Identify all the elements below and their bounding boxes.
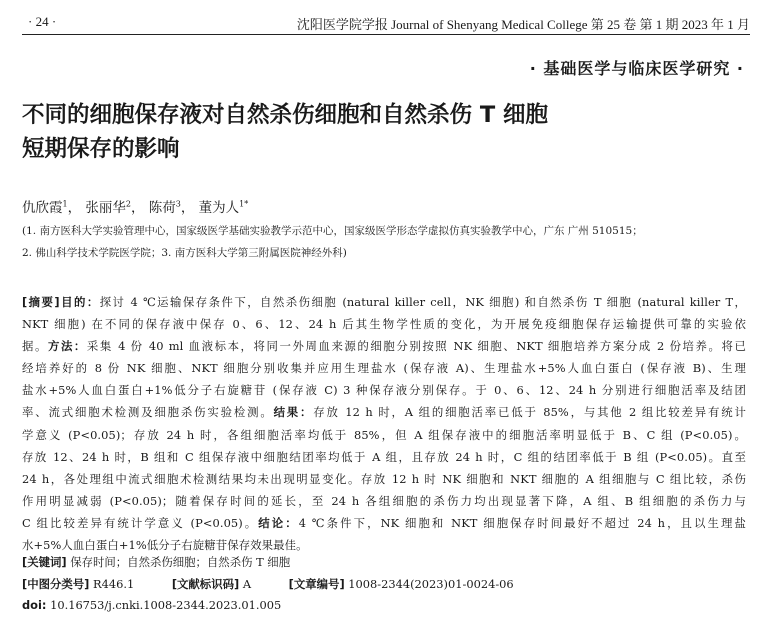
keywords-text: 保存时间；自然杀伤细胞；自然杀伤 T 细胞 bbox=[70, 555, 291, 569]
clc-value: R446.1 bbox=[93, 577, 135, 591]
page-number: · 24 · bbox=[28, 14, 57, 29]
keywords-label: [关键词] bbox=[22, 555, 67, 569]
keywords bbox=[22, 554, 290, 570]
abstract-heading: 结果： bbox=[273, 405, 314, 420]
abstract-line bbox=[22, 335, 746, 357]
title-line-2: 短期保存的影响 bbox=[22, 136, 180, 162]
doi-link[interactable]: 10.16753/j.cnki.1008-2344.2023.01.005 bbox=[50, 598, 282, 612]
abstract-line bbox=[22, 357, 746, 379]
abstract-line bbox=[22, 313, 746, 335]
abstract-text: 探讨 4 ℃运输保存条件下，自然杀伤细胞 (natural killer cell，NK 细胞) 和自然杀伤 T 细胞 (natural killer T， bbox=[99, 295, 746, 309]
abstract-line bbox=[22, 424, 746, 446]
abstract-text: 作用明显减弱 (P<0.05)；随着保存时间的延长，至 24 h 各组细胞的杀伤力均出现显著下降，A 组、B 组细胞的杀伤力与 bbox=[22, 493, 746, 508]
abstract-text: 率、流式细胞术检测及细胞杀伤实验检测。 bbox=[22, 405, 274, 420]
abstract-line bbox=[22, 379, 746, 401]
abstract-line bbox=[22, 512, 746, 534]
abstract-line bbox=[22, 446, 746, 468]
author-name: 仇欣霞 bbox=[22, 200, 63, 216]
abstract bbox=[22, 291, 746, 556]
article-title bbox=[22, 98, 722, 166]
doc-code-value: A bbox=[242, 577, 252, 591]
title-line-1: 不同的细胞保存液对自然杀伤细胞和自然杀伤 T 细胞 bbox=[22, 102, 549, 128]
abstract-heading: 结论： bbox=[258, 515, 299, 530]
abstract-text: 学意义 (P<0.05)；存放 24 h 时，各组细胞活率均低于 85%，但 A 组保存液中的细胞活率明显低于 B、C 组 (P<0.05)。 bbox=[22, 427, 746, 442]
author-affiliation-mark: 1 bbox=[62, 199, 68, 209]
affiliation-line: (1. 南方医科大学实验管理中心，国家级医学基础实验教学示范中心，国家级医学形态学虚拟仿真实验教学中心，广东 广州 510515； bbox=[22, 225, 643, 237]
article-number-label: [文章编号] bbox=[288, 577, 345, 591]
journal-running-title: 沈阳医学院学报 Journal of Shenyang Medical College 第 25 卷 第 1 期 2023 年 1 月 bbox=[296, 17, 750, 32]
section-tag: · 基础医学与临床医学研究 · bbox=[529, 59, 744, 78]
author-name: 董为人 bbox=[198, 200, 240, 216]
doi-label: doi: bbox=[22, 598, 47, 612]
abstract-line bbox=[22, 490, 746, 512]
running-header bbox=[22, 8, 750, 35]
doc-code-label: [文献标识码] bbox=[171, 577, 240, 591]
abstract-text: 4 ℃条件下，NK 细胞和 NKT 细胞保存时间最好不超过 24 h，且以生理盐 bbox=[298, 515, 746, 530]
abstract-text: 盐水+5%人血白蛋白+1%低分子右旋糖苷 (保存液 C) 3 种保存液分别保存。于 0、6、12、24 h 分别进行细胞活率及结团 bbox=[22, 383, 746, 398]
author-name: 张丽华 bbox=[85, 200, 126, 216]
abstract-text: 据。 bbox=[22, 339, 48, 354]
abstract-text: 水+5%人血白蛋白+1%低分子右旋糖苷保存效果最佳。 bbox=[22, 538, 308, 553]
affiliations bbox=[22, 220, 752, 264]
affiliation-line: 2. 佛山科学技术学院医学院；3. 南方医科大学第三附属医院神经外科) bbox=[22, 247, 347, 259]
abstract-heading: 目的： bbox=[59, 295, 100, 309]
abstract-text: 经培养好的 8 份 NK 细胞、NKT 细胞分别收集并应用生理盐水 (保存液 A)、生理盐水+5%人血白蛋白 (保存液 B)、生理 bbox=[22, 361, 746, 376]
author-list: 仇欣霞$^1$， 张丽华$^2$， 陈荷$^3$， 董为人$^{1*}$ bbox=[22, 199, 249, 216]
abstract-label: [摘要] bbox=[22, 295, 60, 309]
article-number-value: 1008-2344(2023)01-0024-06 bbox=[348, 577, 514, 591]
abstract-text: NKT 细胞) 在不同的保存液中保存 0、6、12、24 h 后其生物学性质的变化，为开展免疫细胞保存运输提供可靠的实验依 bbox=[22, 317, 746, 332]
abstract-text: 24 h，各处理组中流式细胞术检测结果均未出现明显变化。存放 12 h 时 NK 细胞和 NKT 细胞的 A 组细胞与 C 组比较，杀伤 bbox=[22, 471, 746, 486]
abstract-text: C 组比较差异有统计学意义 (P<0.05)。 bbox=[22, 515, 259, 530]
abstract-text: 存放 12、24 h 时，B 组和 C 组保存液中细胞结团率均低于 A 组，且存放 24 h 时，C 组的结团率低于 B 组 (P<0.05)。直至 bbox=[22, 449, 746, 464]
clc-label: [中图分类号] bbox=[22, 577, 90, 591]
author-name: 陈荷 bbox=[148, 200, 176, 216]
abstract-text: 采集 4 份 40 ml 血液标本，将同一外周血来源的细胞分别按照 NK 细胞、NKT 细胞培养方案分成 2 份培养。将已 bbox=[86, 339, 746, 354]
author-affiliation-mark: 3 bbox=[175, 199, 181, 209]
abstract-heading: 方法： bbox=[47, 339, 87, 354]
abstract-line bbox=[22, 468, 746, 490]
abstract-line bbox=[22, 401, 746, 423]
author-affiliation-mark: 2 bbox=[125, 199, 131, 209]
doi-line bbox=[22, 598, 281, 612]
author-affiliation-mark: 1* bbox=[239, 199, 249, 209]
abstract-text: 存放 12 h 时，A 组的细胞活率已低于 85%，与其他 2 组比较差异有统计 bbox=[313, 405, 746, 420]
abstract-line bbox=[22, 291, 746, 313]
abstract-line bbox=[22, 534, 746, 556]
classification-line bbox=[22, 576, 514, 592]
